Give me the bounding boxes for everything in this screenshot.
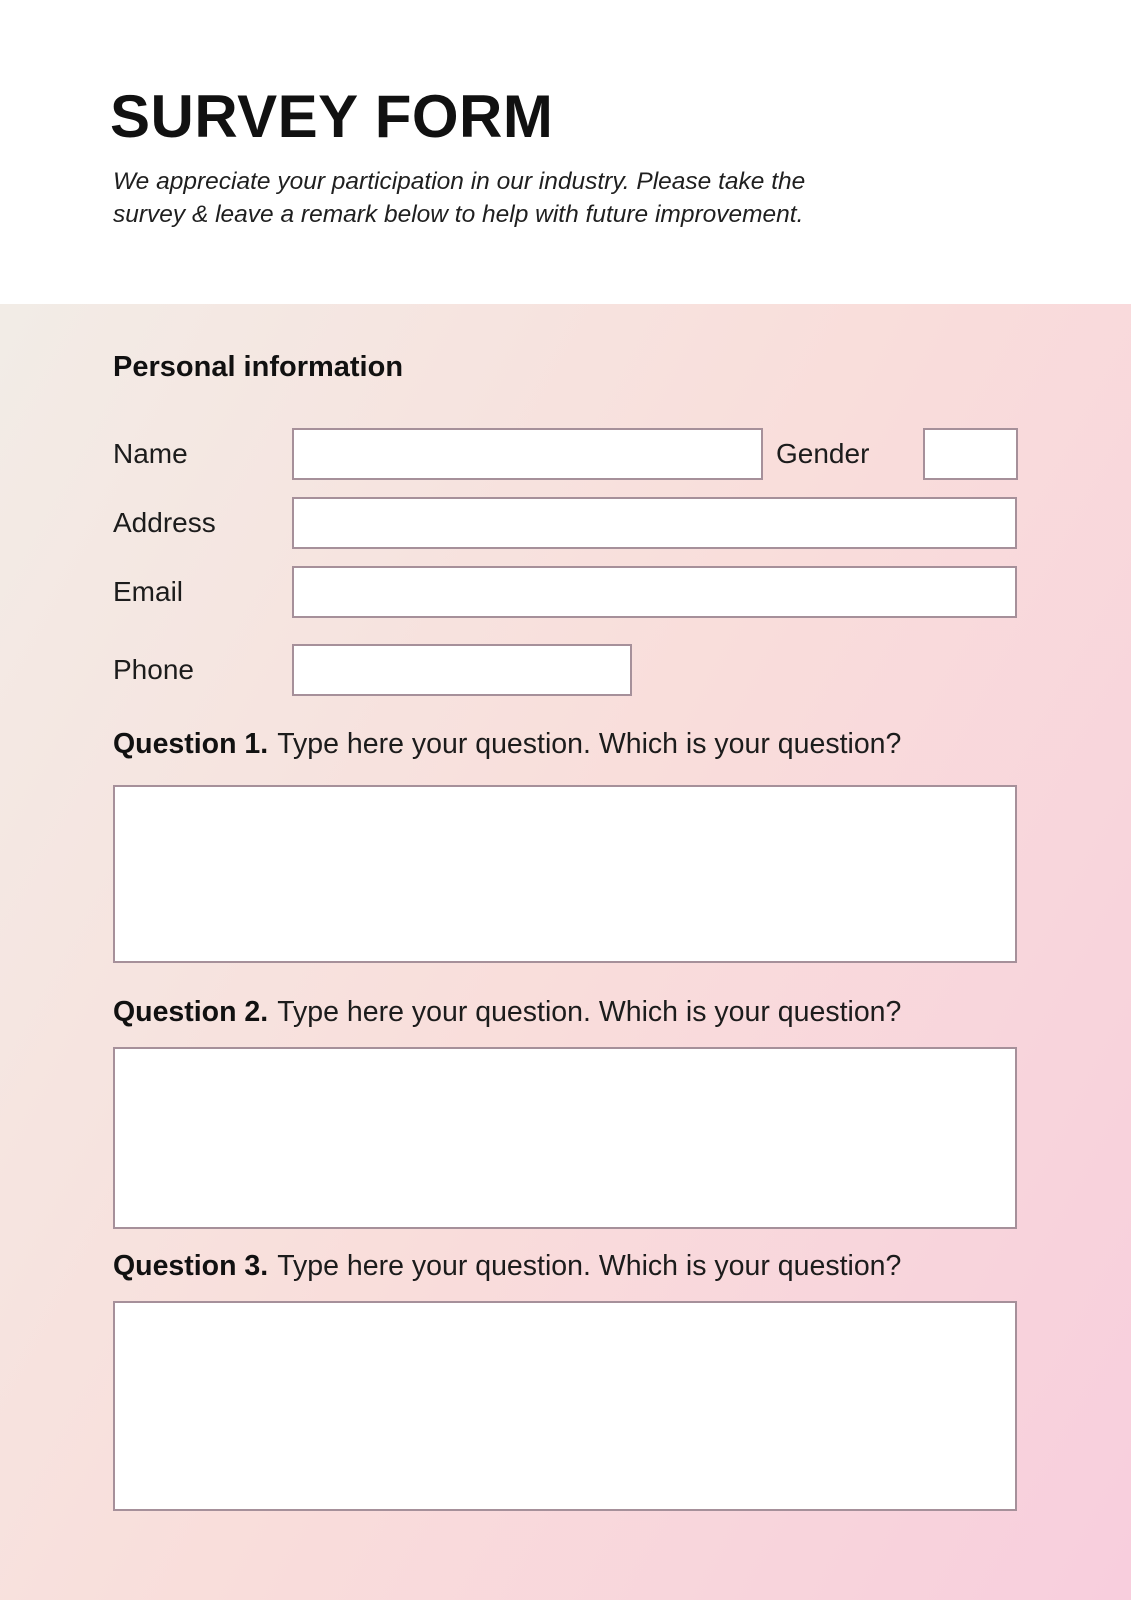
gender-input[interactable] — [923, 428, 1018, 480]
phone-input[interactable] — [292, 644, 632, 696]
question-3-number: Question 3. — [113, 1250, 269, 1282]
question-2-heading — [113, 996, 1033, 1029]
question-3-prompt: Type here your question. Which is your question? — [277, 1250, 902, 1282]
question-2-prompt: Type here your question. Which is your question? — [277, 996, 902, 1028]
question-1-heading — [113, 728, 1033, 761]
question-3-heading — [113, 1250, 1033, 1283]
question-3-answer-textarea[interactable] — [113, 1301, 1017, 1511]
personal-information-heading: Personal information — [113, 351, 404, 383]
question-2-number: Question 2. — [113, 996, 269, 1028]
question-2-answer-textarea[interactable] — [113, 1047, 1017, 1229]
gender-label: Gender — [776, 438, 870, 469]
page-subtitle-line1: We appreciate your participation in our industry. Please take the — [113, 168, 806, 195]
page-subtitle — [113, 166, 983, 231]
name-input[interactable] — [292, 428, 763, 480]
email-label: Email — [113, 576, 184, 607]
name-label: Name — [113, 438, 188, 469]
address-input[interactable] — [292, 497, 1017, 549]
page-subtitle-line2: survey & leave a remark below to help with future improvement. — [113, 200, 804, 228]
address-label: Address — [113, 507, 216, 538]
email-input[interactable] — [292, 566, 1017, 618]
phone-label: Phone — [113, 654, 194, 685]
question-1-answer-textarea[interactable] — [113, 785, 1017, 963]
page-header — [0, 0, 1131, 304]
question-1-prompt: Type here your question. Which is your question? — [277, 728, 902, 760]
question-1-number: Question 1. — [113, 728, 269, 760]
page-title: SURVEY FORM — [110, 83, 554, 150]
